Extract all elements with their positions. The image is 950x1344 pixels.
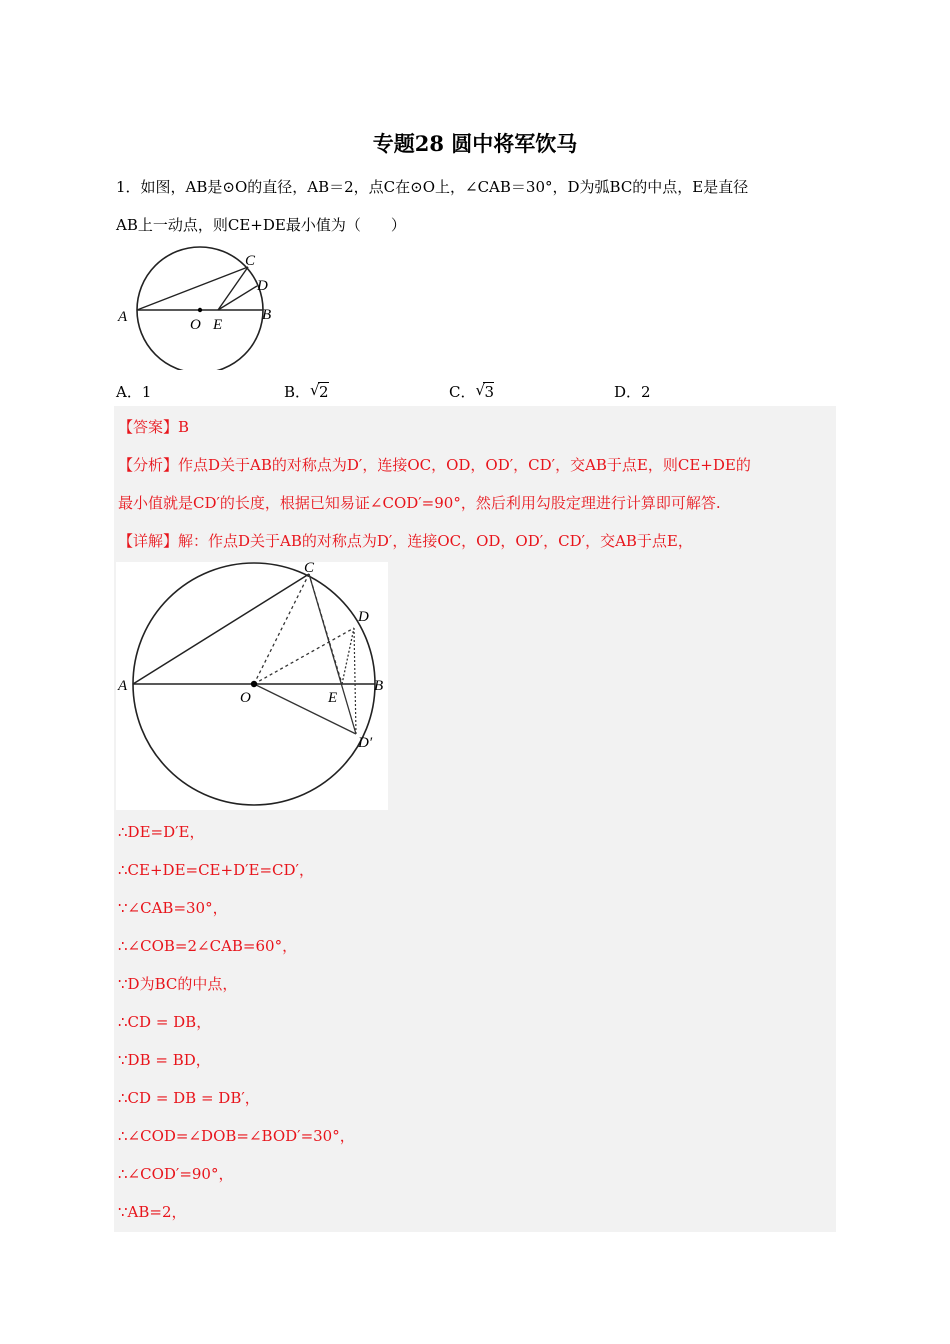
label-e: E: [213, 317, 223, 333]
analysis-line-1: 【分析】作点D关于AB的对称点为D′，连接OC，OD，OD′，CD′，交AB于点E，则CE+DE的: [118, 456, 751, 474]
label-d-large: D: [358, 609, 369, 625]
answer-line: 【答案】B: [118, 418, 190, 436]
step-9: ∴∠COD=∠DOB=∠BOD′=30°，: [118, 1127, 355, 1145]
chord-ac-large: [133, 574, 309, 684]
page-title: 专题28 圆中将军饮马: [372, 131, 578, 156]
step-7: ∵DB = BD，: [118, 1051, 211, 1069]
choice-d: D．2: [614, 383, 651, 401]
step-6: ∴CD = DB，: [118, 1013, 212, 1031]
label-c: C: [245, 253, 256, 269]
step-8: ∴CD = DB = DB′，: [118, 1089, 260, 1107]
solution-panel: [114, 406, 836, 1232]
label-d-prime-large: D′: [358, 735, 373, 751]
segment-od-prime: [254, 684, 356, 734]
center-point: [198, 308, 202, 312]
sqrt-2: √ 2: [310, 381, 329, 401]
segment-dd-prime: [354, 628, 356, 734]
label-d: D: [257, 278, 268, 294]
solution-figure: [116, 562, 388, 810]
label-b-large: B: [374, 678, 384, 694]
segment-de-dashed: [342, 628, 354, 684]
label-a: A: [118, 309, 128, 325]
label-o-large: O: [240, 690, 251, 706]
sqrt-3: √ 3: [475, 381, 495, 401]
choice-a: A．1: [116, 383, 152, 401]
step-5: ∵D为BC的中点，: [118, 975, 238, 993]
choice-c: C． √ 3: [449, 381, 495, 401]
label-b: B: [262, 307, 272, 323]
step-1: ∴DE=D′E，: [118, 823, 205, 841]
chord-ac: [137, 267, 248, 310]
step-3: ∵∠CAB=30°，: [118, 899, 228, 917]
step-10: ∴∠COD′=90°，: [118, 1165, 234, 1183]
question-line-1: 1．如图，AB是⊙O的直径，AB＝2，点C在⊙O上，∠CAB＝30°，D为弧BC的中点，E是直径: [116, 178, 749, 196]
analysis-line-2: 最小值就是CD′的长度，根据已知易证∠COD′=90°，然后利用勾股定理进行计算即可解答.: [118, 494, 721, 512]
center-point-large: [251, 681, 257, 687]
step-4: ∴∠COB=2∠CAB=60°，: [118, 937, 298, 955]
question-figure: [114, 245, 284, 370]
label-o: O: [190, 317, 201, 333]
step-2: ∴CE+DE=CE+D′E=CD′，: [118, 861, 314, 879]
step-11: ∵AB=2，: [118, 1203, 187, 1221]
label-a-large: A: [118, 678, 128, 694]
choice-b: B． √ 2: [284, 381, 329, 401]
question-line-2: AB上一动点，则CE+DE最小值为（ ）: [116, 216, 406, 234]
label-e-large: E: [328, 690, 338, 706]
label-c-large: C: [304, 562, 315, 576]
detail-line: 【详解】解：作点D关于AB的对称点为D′，连接OC，OD，OD′，CD′，交AB于点E，: [118, 532, 693, 550]
segment-de: [218, 286, 257, 310]
